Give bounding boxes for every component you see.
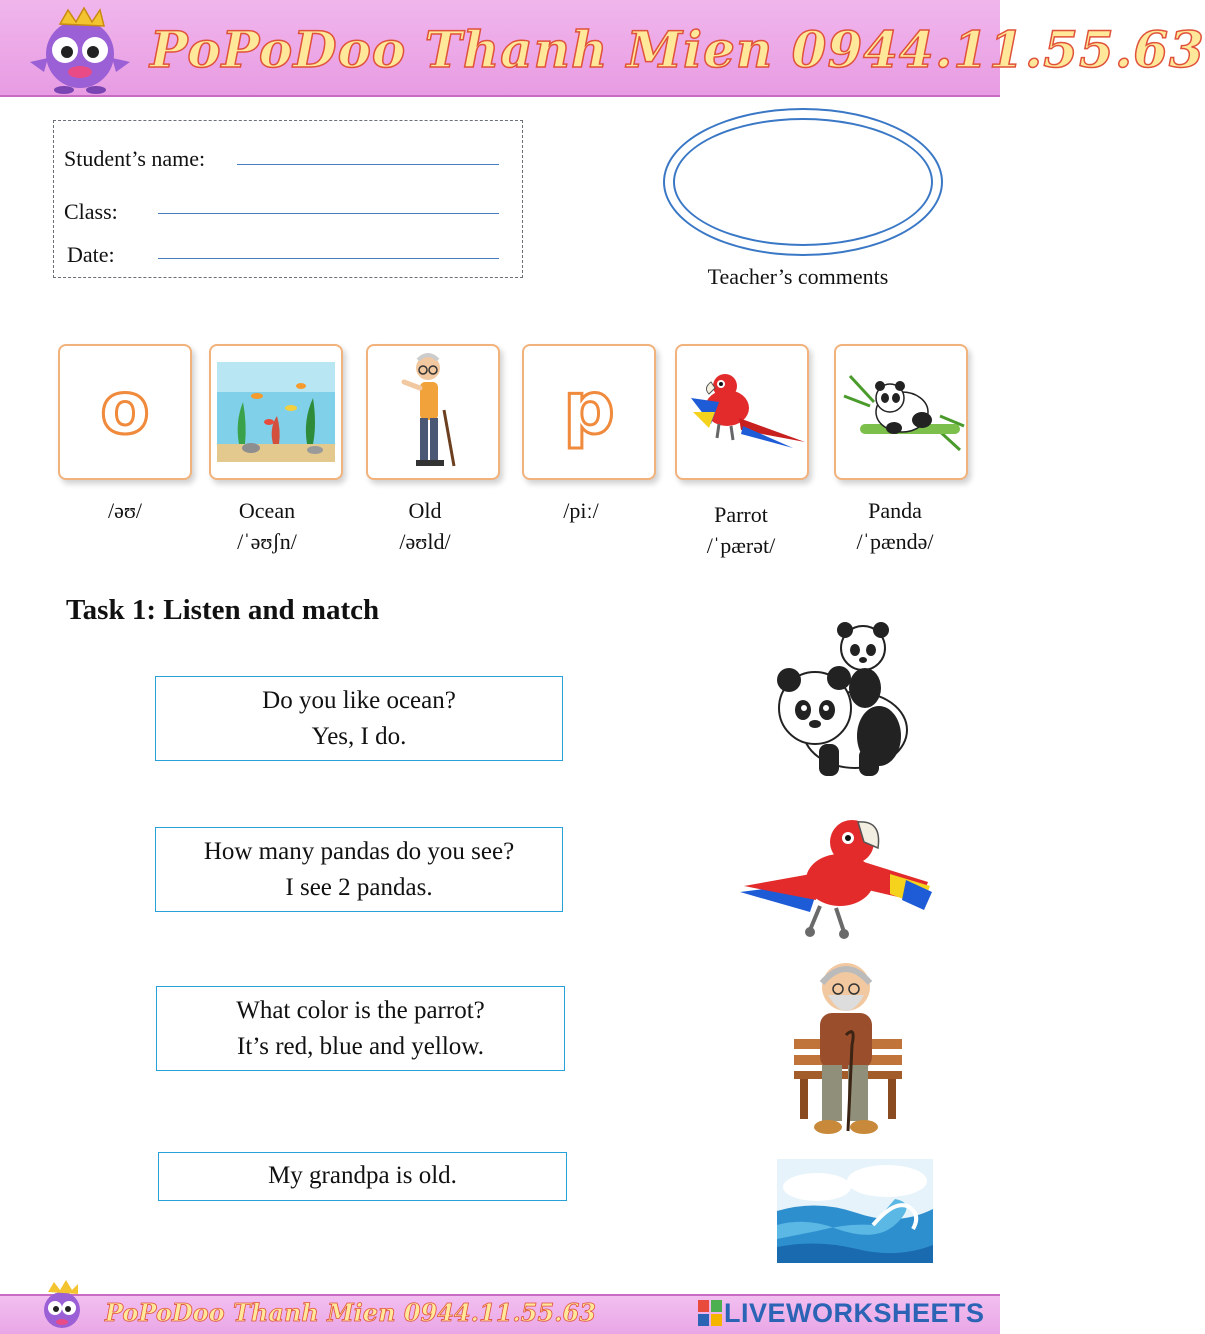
sentence-2-line2: I see 2 pandas.	[285, 874, 433, 901]
vocab-card-parrot	[675, 344, 809, 480]
letter-o: o	[100, 366, 150, 450]
vocab-word-panda: Panda	[868, 498, 922, 523]
vocab-card-panda	[834, 344, 968, 480]
two-pandas-icon[interactable]	[775, 618, 917, 778]
teacher-comments-label: Teacher’s comments	[707, 264, 889, 289]
panda-icon	[840, 366, 966, 458]
student-name-field[interactable]	[237, 164, 499, 165]
vocab-ipa-p: /piː/	[563, 498, 599, 523]
class-label: Class:	[64, 199, 118, 224]
vocab-ipa-ocean: /ˈəʊʃn/	[237, 529, 297, 554]
vocab-ipa-parrot: /ˈpærət/	[706, 533, 776, 558]
ocean-scene-icon	[217, 362, 335, 462]
vocab-card-letter-o	[58, 344, 192, 480]
vocab-word-ocean: Ocean	[238, 498, 296, 523]
footer-mascot-icon	[30, 1278, 94, 1332]
student-name-label: Student’s name:	[64, 146, 206, 171]
vocab-card-old	[366, 344, 500, 480]
student-info-box	[53, 120, 523, 278]
vocab-word-parrot: Parrot	[714, 502, 768, 527]
sentence-box-2[interactable]	[155, 827, 563, 912]
vocab-card-letter-p	[522, 344, 656, 480]
header-title: PoPoDoo Thanh Mien 0944.11.55.63	[150, 20, 1205, 79]
task1-title: Task 1: Listen and match	[66, 594, 380, 626]
mascot-logo-icon	[20, 2, 140, 94]
vocab-ipa-o: /əʊ/	[107, 498, 143, 523]
sentence-1-line2: Yes, I do.	[311, 723, 407, 750]
vocab-ipa-panda: /ˈpændə/	[856, 529, 934, 554]
vocab-word-old: Old	[408, 498, 442, 523]
date-label: Date:	[67, 242, 115, 267]
parrot-icon	[681, 368, 807, 460]
sentence-box-4[interactable]	[158, 1152, 567, 1201]
sentence-box-3[interactable]	[156, 986, 565, 1071]
date-field[interactable]	[158, 258, 499, 259]
sentence-3-line2: It’s red, blue and yellow.	[237, 1033, 484, 1060]
vocab-card-ocean	[209, 344, 343, 480]
teacher-comment-oval-inner	[673, 118, 933, 246]
liveworksheets-logo-icon	[698, 1300, 722, 1326]
footer-title: PoPoDoo Thanh Mien 0944.11.55.63	[105, 1298, 596, 1327]
sentence-3-line1: What color is the parrot?	[236, 997, 485, 1024]
sentence-4-line1: My grandpa is old.	[268, 1162, 457, 1189]
letter-p: p	[563, 366, 615, 450]
liveworksheets-brand[interactable]: LIVEWORKSHEETS	[724, 1298, 985, 1328]
sentence-box-1[interactable]	[155, 676, 563, 761]
vocab-ipa-old: /əʊld/	[399, 529, 451, 554]
ocean-wave-icon[interactable]	[777, 1159, 933, 1263]
old-man-icon	[398, 352, 470, 474]
parrot-match-icon[interactable]	[740, 802, 934, 938]
sentence-1-line1: Do you like ocean?	[262, 687, 456, 714]
class-field[interactable]	[158, 213, 499, 214]
grandpa-on-bench-icon[interactable]	[790, 955, 906, 1137]
sentence-2-line1: How many pandas do you see?	[203, 838, 515, 865]
